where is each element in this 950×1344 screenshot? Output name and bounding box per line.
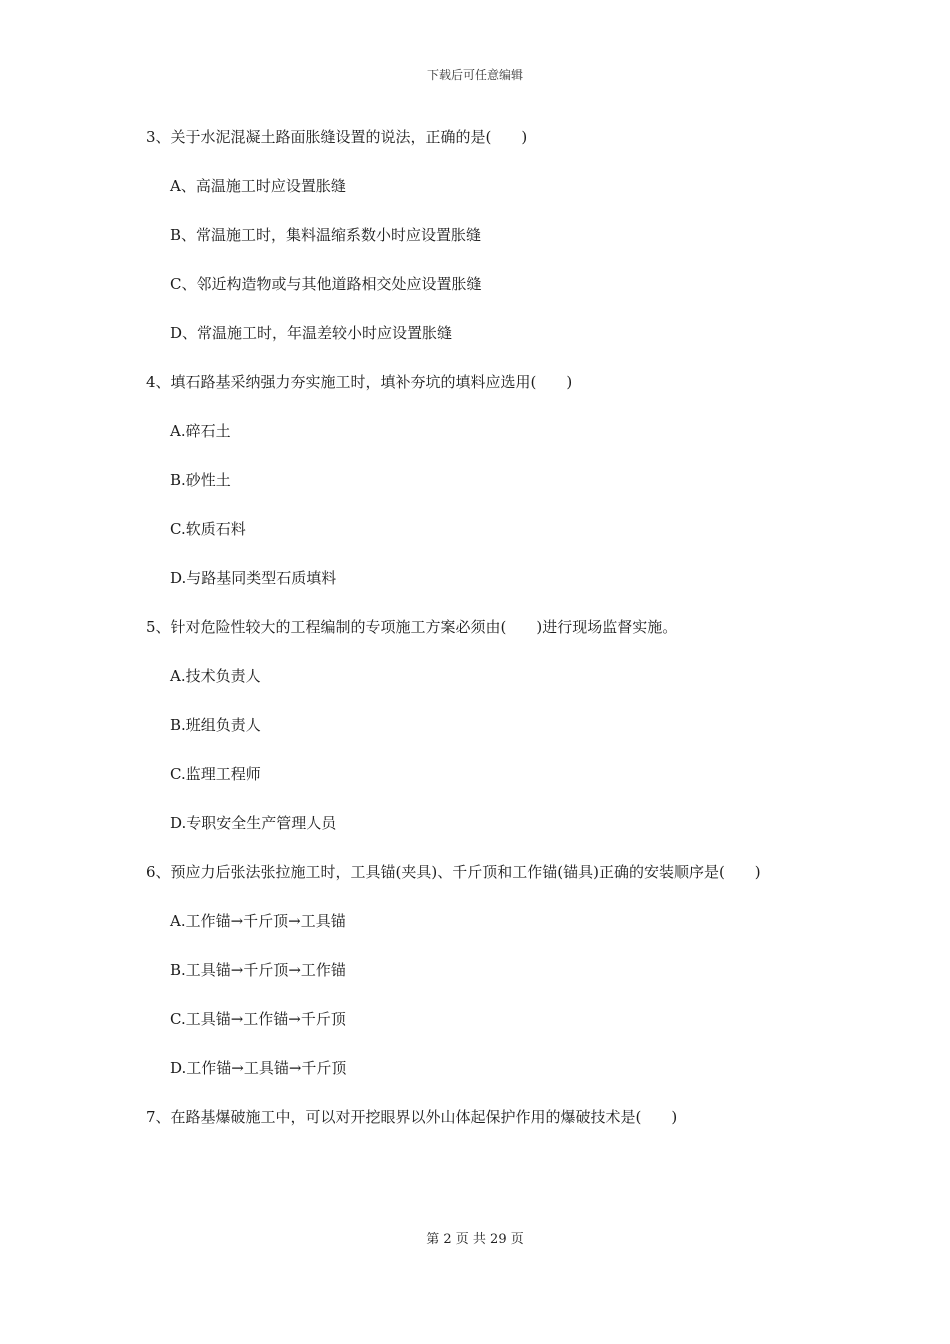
question-7 <box>0 1104 950 1131</box>
option-b: B.工具锚→千斤顶→工作锚 <box>170 961 346 979</box>
question-stem: 3、关于水泥混凝土路面胀缝设置的说法，正确的是( ) <box>146 128 528 146</box>
option-a: A.技术负责人 <box>170 667 261 685</box>
option-b: B.砂性土 <box>170 471 231 489</box>
question-3 <box>0 124 950 347</box>
question-stem: 6、预应力后张法张拉施工时，工具锚(夹具)、千斤顶和工作锚(锚具)正确的安装顺序是( ) <box>146 863 761 881</box>
option-d: D.与路基同类型石质填料 <box>170 569 337 587</box>
option-d: D、常温施工时，年温差较小时应设置胀缝 <box>170 324 453 342</box>
question-list <box>0 124 950 1153</box>
option-a: A、高温施工时应设置胀缝 <box>170 177 346 195</box>
option-a: A.碎石土 <box>170 422 231 440</box>
question-4 <box>0 369 950 592</box>
option-b: B、常温施工时，集料温缩系数小时应设置胀缝 <box>170 226 482 244</box>
page-header-note: 下载后可任意编辑 <box>426 68 523 82</box>
option-b: B.班组负责人 <box>170 716 261 734</box>
option-d: D.专职安全生产管理人员 <box>170 814 337 832</box>
question-stem: 5、针对危险性较大的工程编制的专项施工方案必须由( )进行现场监督实施。 <box>146 618 678 636</box>
option-c: C.工具锚→工作锚→千斤顶 <box>170 1010 346 1028</box>
option-c: C、邻近构造物或与其他道路相交处应设置胀缝 <box>170 275 482 293</box>
page-number: 第 2 页 共 29 页 <box>426 1232 524 1247</box>
option-d: D.工作锚→工具锚→千斤顶 <box>170 1059 347 1077</box>
option-c: C.监理工程师 <box>170 765 261 783</box>
option-c: C.软质石料 <box>170 520 246 538</box>
option-a: A.工作锚→千斤顶→工具锚 <box>170 912 346 930</box>
question-5 <box>0 614 950 837</box>
question-6 <box>0 855 950 1082</box>
question-stem: 7、在路基爆破施工中，可以对开挖眼界以外山体起保护作用的爆破技术是( ) <box>146 1108 678 1126</box>
question-stem: 4、填石路基采纳强力夯实施工时，填补夯坑的填料应选用( ) <box>146 373 573 391</box>
